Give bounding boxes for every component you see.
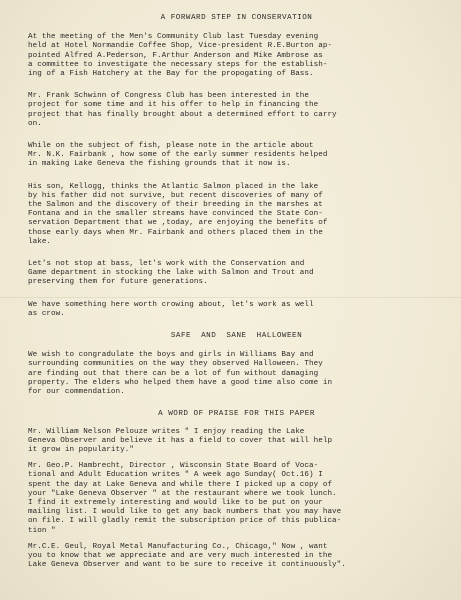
paragraph-geul: Mr.C.E. Geul, Royal Metal Manufacturing Co., Chicago," Now , want you to know that we appreciate and are very much interested in the Lake Geneva Observer and want to be sure to receive it continuously". (28, 542, 346, 570)
paragraph-schwinn: Mr. Frank Schwinn of Congress Club has been interested in the project for some time and it his offer to help in financing the project that has finally brought about a determined effort to carry on. (28, 92, 337, 128)
heading-forward-step: A FORWARD STEP IN CONSERVATION (160, 14, 313, 22)
fold-line (0, 297, 461, 298)
paragraph-hambrecht: Mr. Geo.P. Hambrecht, Director , Wisconsin State Board of Voca- tional and Adult Education writes " A week ago Sunday( Oct.16) I spent the day at Lake Geneva and while there I picked up a copy of your "Lake Geneva Observer " at the restaurant where we took lunch. I find it extremely interesting and would like to be put on your mailing list. I would like to get any back numbers that you may have on file. I will gladly remit the subscription price of this publica- tion " (28, 462, 342, 535)
paragraph-halloween: We wish to congradulate the boys and girls in Williams Bay and surrounding communities on the way they observed Halloween. They are finding out that there can be a lot of fun without damaging property. The elders who helped them have a good time also come in for our commendation. (28, 351, 333, 397)
heading-halloween: SAFE AND SANE HALLOWEEN (170, 332, 303, 341)
heading-praise: A WORD OF PRAISE FOR THIS PAPER (158, 410, 315, 419)
paragraph-pelouze: Mr. William Nelson Pelouze writes " I enjoy reading the Lake Geneva Observer and believe it has a field to cover that will help it grow in popularity." (28, 427, 333, 454)
paragraph-fish-subject: While on the subject of fish, please note in the article about Mr. N.K. Fairbank , how some of the early summer residents helped in making Lake Geneva the fishing grounds that it now is. (28, 142, 328, 169)
paragraph-salmon: His son, Kellogg, thinks the Atlantic Salmon placed in the lake by his father did not survive, but recent discoveries of many of the Salmon and the discovery of their breeding in the marshes at Fontana and in the smaller streams have convinced the State Con- servation Department that we ,today, are enjoying the benefits of those early days when Mr. Fairbank and others placed them in the lake. (28, 182, 328, 246)
paragraph-bass: Let's not stop at bass, let's work with the Conservation and Game department in stocking the lake with Salmon and Trout and preserving them for future generations. (28, 260, 314, 287)
paragraph-crowing: We have something here worth crowing about, let's work as well as crow. (28, 300, 314, 318)
paragraph-meeting: At the meeting of the Men's Community Club last Tuesday evening held at Hotel Normandie Coffee Shop, Vice-president R.E.Burton ap- pointed Alfred A.Pederson, F.Arthur Anderson and Mike Ambrose as a committee to investigate the necessary steps for the establish- ing of a Fish Hatchery at the Bay for the propogating of Bass. (28, 33, 333, 79)
